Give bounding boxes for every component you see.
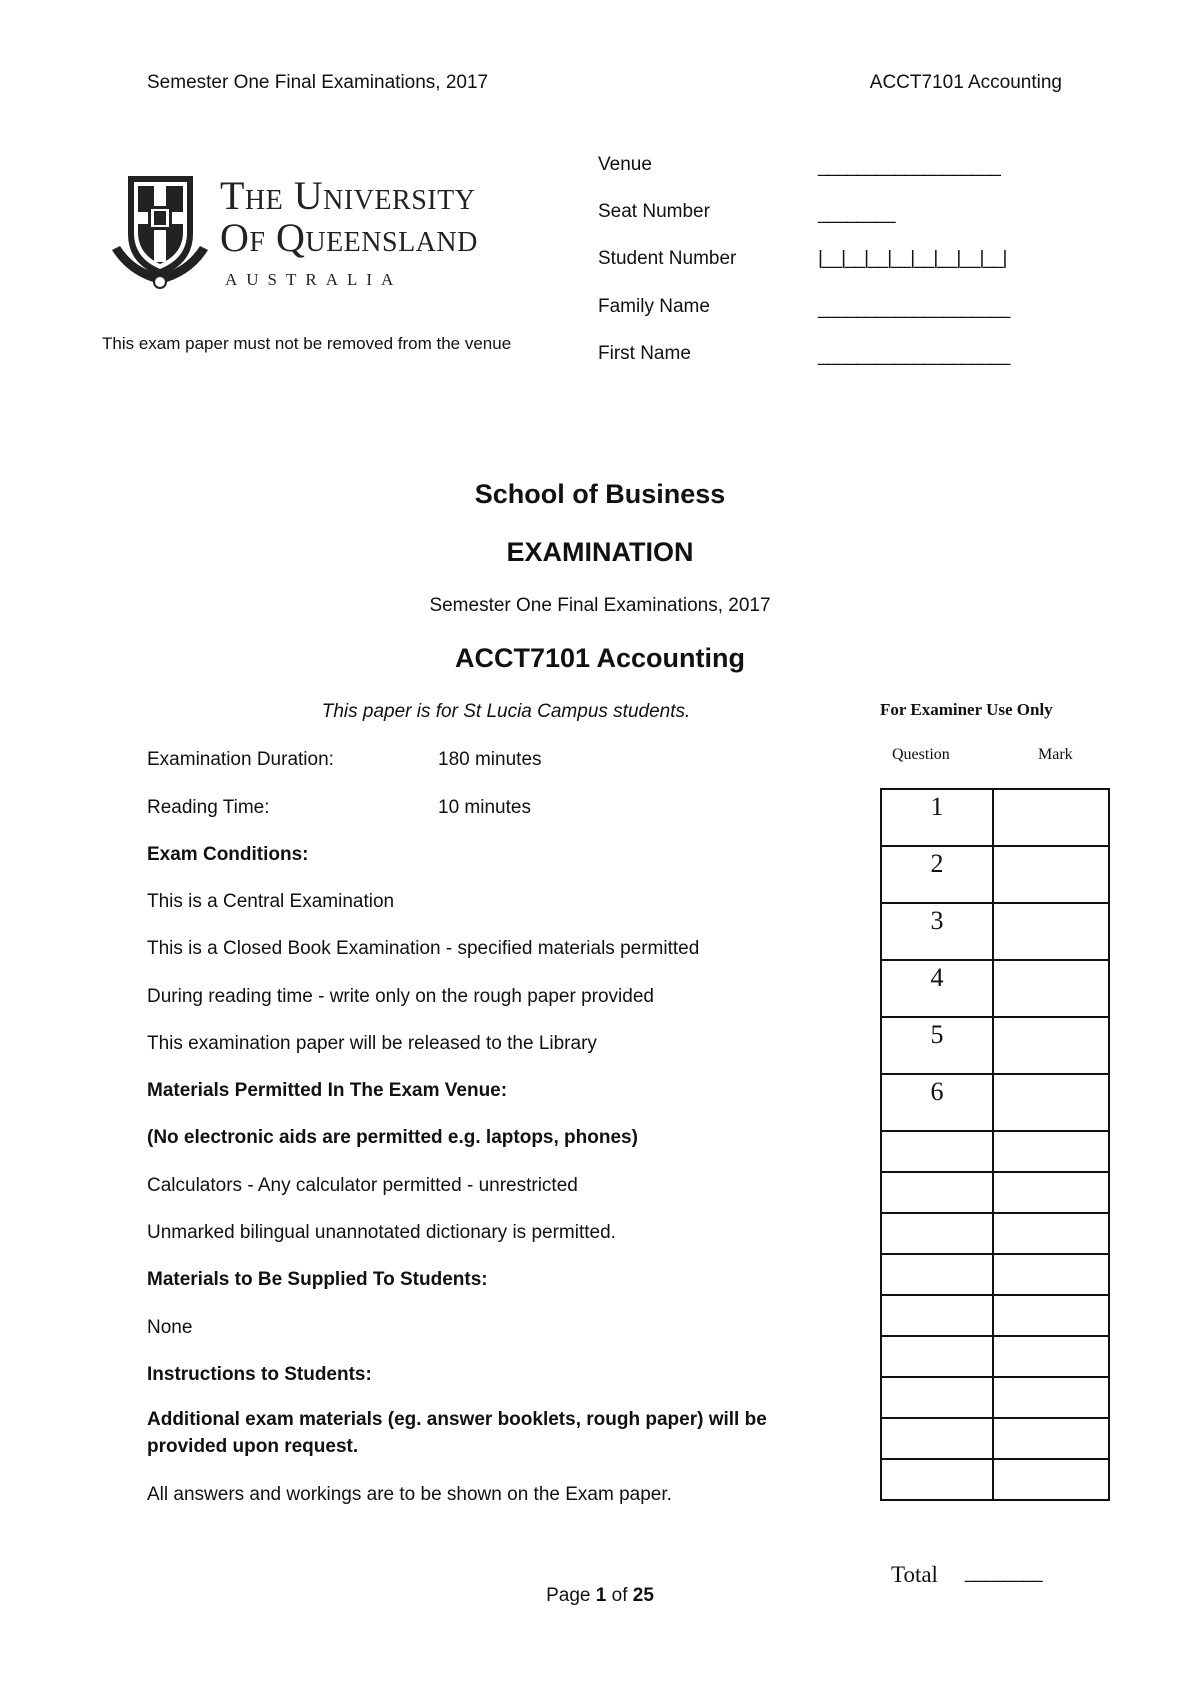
- question-cell: [881, 1254, 993, 1295]
- materials-note: (No electronic aids are permitted e.g. laptops, phones): [147, 1127, 638, 1148]
- seat-number-field[interactable]: ________: [818, 203, 895, 224]
- mark-cell[interactable]: [993, 1336, 1109, 1377]
- mark-cell[interactable]: [993, 846, 1109, 903]
- table-row: [881, 903, 1109, 960]
- campus-note: This paper is for St Lucia Campus students.: [321, 701, 691, 722]
- table-row: [881, 1074, 1109, 1131]
- instructions-note: All answers and workings are to be shown on the Exam paper.: [147, 1484, 672, 1505]
- question-cell: [881, 1418, 993, 1459]
- removal-notice: This exam paper must not be removed from the venue: [102, 334, 512, 353]
- mark-cell[interactable]: [993, 1172, 1109, 1213]
- mark-cell[interactable]: [993, 1213, 1109, 1254]
- family-name-field[interactable]: ____________________: [818, 298, 1010, 319]
- mark-cell[interactable]: [993, 789, 1109, 846]
- mark-cell[interactable]: [993, 1418, 1109, 1459]
- total-label: Total: [891, 1562, 938, 1587]
- first-name-field[interactable]: ____________________: [818, 345, 1010, 366]
- marks-table: [880, 788, 1110, 1501]
- question-cell: 6: [881, 1074, 993, 1131]
- materials-item: Unmarked bilingual unannotated dictionary is permitted.: [147, 1222, 616, 1243]
- materials-item: Calculators - Any calculator permitted - unrestricted: [147, 1175, 578, 1196]
- seat-number-label: Seat Number: [598, 201, 710, 222]
- running-header-right: ACCT7101 Accounting: [869, 72, 1062, 93]
- page-number: 1: [595, 1585, 607, 1606]
- venue-field[interactable]: ___________________: [818, 156, 1000, 177]
- table-row: [881, 1418, 1109, 1459]
- question-cell: 2: [881, 846, 993, 903]
- question-cell: [881, 1459, 993, 1500]
- mark-cell[interactable]: [993, 1017, 1109, 1074]
- condition-item: This is a Central Examination: [147, 891, 395, 912]
- table-row: [881, 1213, 1109, 1254]
- instructions-bold-note: Additional exam materials (eg. answer booklets, rough paper) will be provided upon request.: [147, 1409, 767, 1457]
- university-logo: [108, 172, 528, 292]
- page-total: 25: [632, 1585, 654, 1606]
- question-column-header: Question: [892, 746, 950, 763]
- university-name-line1: The University: [220, 173, 476, 218]
- first-name-label: First Name: [598, 343, 691, 364]
- mark-cell[interactable]: [993, 903, 1109, 960]
- semester-line: Semester One Final Examinations, 2017: [429, 595, 771, 616]
- condition-item: This examination paper will be released to the Library: [147, 1033, 597, 1054]
- table-row: [881, 1377, 1109, 1418]
- question-cell: [881, 1295, 993, 1336]
- family-name-label: Family Name: [598, 296, 710, 317]
- university-country: AUSTRALIA: [225, 270, 403, 289]
- total-field[interactable]: ________: [965, 1562, 1042, 1583]
- venue-label: Venue: [598, 154, 652, 175]
- reading-time-label: Reading Time:: [147, 797, 270, 818]
- running-header-left: Semester One Final Examinations, 2017: [147, 72, 489, 93]
- mark-cell[interactable]: [993, 1131, 1109, 1172]
- mark-cell[interactable]: [993, 1295, 1109, 1336]
- duration-label: Examination Duration:: [147, 749, 334, 770]
- table-row: [881, 1336, 1109, 1377]
- school-title: School of Business: [474, 479, 726, 509]
- question-cell: [881, 1336, 993, 1377]
- table-row: [881, 1254, 1109, 1295]
- mark-column-header: Mark: [1038, 746, 1073, 763]
- university-name-line2: Of Queensland: [220, 215, 478, 260]
- table-row: [881, 1131, 1109, 1172]
- condition-item: This is a Closed Book Examination - specified materials permitted: [147, 938, 700, 959]
- mark-cell[interactable]: [993, 1254, 1109, 1295]
- examiner-table-title: For Examiner Use Only: [880, 700, 1053, 719]
- duration-value: 180 minutes: [438, 749, 542, 770]
- mark-cell[interactable]: [993, 1074, 1109, 1131]
- table-row: [881, 1172, 1109, 1213]
- table-row: [881, 1459, 1109, 1500]
- university-crest-icon: [108, 172, 213, 292]
- question-cell: 4: [881, 960, 993, 1017]
- course-title: ACCT7101 Accounting: [454, 643, 746, 673]
- table-row: [881, 1017, 1109, 1074]
- conditions-heading: Exam Conditions:: [147, 844, 309, 865]
- table-row: [881, 846, 1109, 903]
- instructions-heading: Instructions to Students:: [147, 1364, 372, 1385]
- page-prefix: Page: [546, 1585, 596, 1606]
- mark-cell[interactable]: [993, 1459, 1109, 1500]
- exam-heading: EXAMINATION: [506, 537, 694, 567]
- page-footer: [0, 1585, 1200, 1607]
- condition-item: During reading time - write only on the rough paper provided: [147, 986, 654, 1007]
- question-cell: [881, 1377, 993, 1418]
- student-number-field[interactable]: |__|__|__|__|__|__|__|__|: [818, 248, 1007, 269]
- page-of: of: [606, 1585, 633, 1606]
- table-row: [881, 789, 1109, 846]
- question-cell: [881, 1213, 993, 1254]
- question-cell: 1: [881, 789, 993, 846]
- mark-cell[interactable]: [993, 1377, 1109, 1418]
- mark-cell[interactable]: [993, 960, 1109, 1017]
- materials-heading: Materials Permitted In The Exam Venue:: [147, 1080, 508, 1101]
- table-row: [881, 960, 1109, 1017]
- student-number-label: Student Number: [598, 248, 737, 269]
- question-cell: [881, 1172, 993, 1213]
- table-row: [881, 1295, 1109, 1336]
- question-cell: 5: [881, 1017, 993, 1074]
- supplied-heading: Materials to Be Supplied To Students:: [147, 1269, 488, 1290]
- question-cell: 3: [881, 903, 993, 960]
- reading-time-value: 10 minutes: [438, 797, 531, 818]
- supplied-value: None: [147, 1317, 193, 1338]
- question-cell: [881, 1131, 993, 1172]
